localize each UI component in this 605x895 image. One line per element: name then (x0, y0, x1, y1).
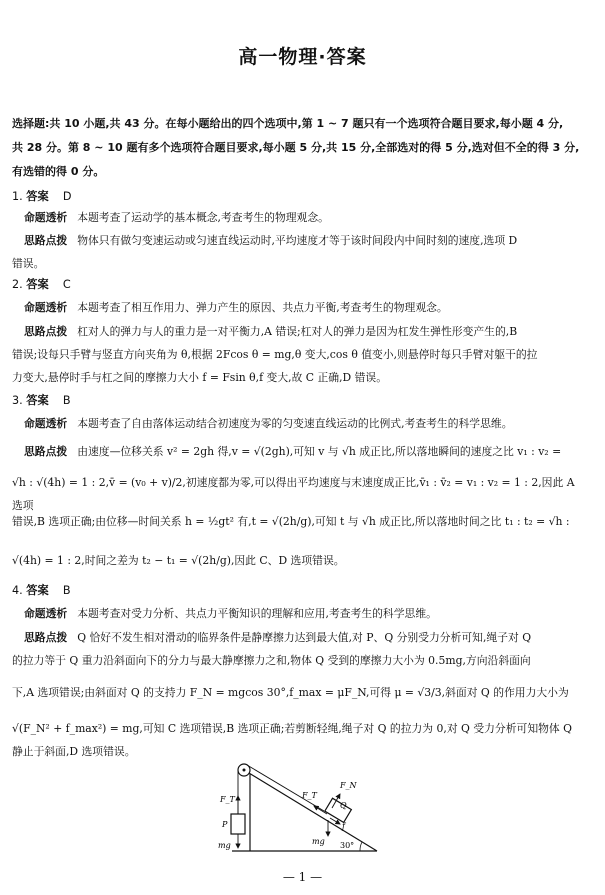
q4-analysis-text: 本题考查对受力分析、共点力平衡知识的理解和应用,考查考生的科学思维。 (77, 607, 437, 620)
q1-number: 1. (12, 190, 23, 203)
q3-hint-cont: 错误,B 选项正确;由位移—时间关系 h = ½gt² 有,t = √(2h/g),可知 t 与 √h 成正比,所以落地时间之比 t₁ : t₂ = √h : (12, 515, 570, 528)
q1-hint-cont: 错误。 (12, 257, 45, 270)
q4-number: 4. (12, 584, 23, 597)
angle-arc (360, 842, 362, 851)
block-q (325, 798, 352, 822)
hint-label: 思路点拨 (24, 631, 68, 644)
q3-hint-cont: √(4h) = 1 : 2,时间之差为 t₂ − t₁ = √(2h/g),因此 C、D 选项错误。 (12, 554, 345, 567)
ft-left-label: F_T (220, 795, 235, 804)
mg-right-label: mg (312, 837, 325, 846)
intro-line: 选择题:共 10 小题,共 43 分。在每小题给出的四个选项中,第 1 ~ 7 题只有一个选项符合题目要求,每小题 4 分, (12, 117, 564, 130)
q3-answer: B (62, 394, 71, 407)
answer-label: 答案 (26, 278, 49, 291)
answer-label: 答案 (26, 394, 49, 407)
q2-hint (24, 320, 592, 343)
p-label: P (222, 820, 228, 829)
intro-line: 共 28 分。第 8 ~ 10 题有多个选项符合题目要求,每小题 5 分,共 15 分,全部选对的得 5 分,选对但不全的得 3 分, (12, 141, 580, 154)
q4-answer-line (12, 582, 71, 598)
answer-label: 答案 (26, 190, 49, 203)
answer-label: 答案 (26, 584, 49, 597)
analysis-label: 命题透析 (24, 211, 68, 224)
q3-analysis-text: 本题考查了自由落体运动结合初速度为零的匀变速直线运动的比例式,考查考生的科学思维。 (77, 417, 513, 430)
pulley-axle (243, 769, 246, 772)
q4-analysis (24, 602, 592, 625)
q4-hint-cont: 的拉力等于 Q 重力沿斜面向下的分力与最大静摩擦力之和,物体 Q 受到的摩擦力大小为 0.5mg,方向沿斜面向 (12, 654, 531, 667)
ft-right-label: F_T (302, 791, 317, 800)
q1-hint (24, 229, 592, 252)
q4-hint-cont: 下,A 选项错误;由斜面对 Q 的支持力 F_N = mgcos 30°,f_max = μF_N,可得 μ = √3/3,斜面对 Q 的作用力大小为 (12, 686, 569, 699)
q1-answer-line (12, 188, 72, 204)
hint-label: 思路点拨 (24, 325, 68, 338)
q2-answer: C (62, 278, 71, 291)
page-number: — 1 — (282, 870, 323, 884)
mg-left-label: mg (218, 841, 231, 850)
analysis-label: 命题透析 (24, 417, 68, 430)
q4-hint-line: Q 恰好不发生相对滑动的临界条件是静摩擦力达到最大值,对 P、Q 分别受力分析可知,绳子对 Q (77, 631, 532, 644)
analysis-label: 命题透析 (24, 301, 68, 314)
q-label: Q (340, 801, 347, 810)
q2-analysis (24, 296, 592, 319)
q2-hint-line: 杠对人的弹力与人的重力是一对平衡力,A 错误;杠对人的弹力是因为杠发生弹性形变产生的,B (77, 325, 518, 338)
q3-analysis (24, 412, 592, 435)
q1-answer: D (62, 190, 72, 203)
q3-hint (24, 440, 592, 463)
intro-line: 有选错的得 0 分。 (12, 165, 105, 178)
q3-hint-line: 由速度—位移关系 v² = 2gh 得,v = √(2gh),可知 v 与 √h 成正比,所以落地瞬间的速度之比 v₁ : v₂ = (77, 445, 562, 458)
rope-to-q (247, 765, 324, 811)
q3-number: 3. (12, 394, 23, 407)
q2-analysis-text: 本题考查了相互作用力、弹力产生的原因、共点力平衡,考查考生的物理观念。 (77, 301, 448, 314)
force-diagram (212, 756, 392, 856)
q4-hint-cont: √(F_N² + f_max²) = mg,可知 C 选项错误,B 选项正确;若剪断轻绳,绳子对 Q 的拉力为 0,对 Q 受力分析可知物体 Q (12, 722, 573, 735)
fn-label: F_N (340, 781, 357, 790)
q3-answer-line (12, 392, 71, 408)
hint-label: 思路点拨 (24, 234, 68, 247)
f-label: f (342, 822, 345, 831)
q4-hint-cont: 静止于斜面,D 选项错误。 (12, 745, 136, 758)
q1-analysis (24, 206, 592, 229)
block-p (231, 814, 245, 834)
q2-hint-cont: 力变大,悬停时手与杠之间的摩擦力大小 f = Fsin θ,f 变大,故 C 正确,D 错误。 (12, 371, 387, 384)
q2-number: 2. (12, 278, 23, 291)
intro-paragraph (12, 112, 592, 184)
q1-analysis-text: 本题考查了运动学的基本概念,考查考生的物理观念。 (77, 211, 329, 224)
q4-answer: B (62, 584, 71, 597)
analysis-label: 命题透析 (24, 607, 68, 620)
q4-hint (24, 626, 592, 649)
page-title: 高一物理·答案 (238, 46, 367, 68)
q3-hint-cont: √h : √(4h) = 1 : 2,v̄ = (v₀ + v)/2,初速度都为零,可以得出平均速度与末速度成正比,v̄₁ : v̄₂ = v₁ : v₂ = 1 : 2,因此 A 选项 (12, 476, 575, 512)
q2-hint-cont: 错误;设每只手臂与竖直方向夹角为 θ,根据 2Fcos θ = mg,θ 变大,cos θ 值变小,则悬停时每只手臂对躯干的拉 (12, 348, 538, 361)
q2-answer-line (12, 276, 71, 292)
hint-label: 思路点拨 (24, 445, 68, 458)
angle-label: 30° (340, 841, 355, 850)
incline-line (244, 770, 377, 851)
q1-hint-line: 物体只有做匀变速运动或匀速直线运动时,平均速度才等于该时间段内中间时刻的速度,选项 D (77, 234, 518, 247)
